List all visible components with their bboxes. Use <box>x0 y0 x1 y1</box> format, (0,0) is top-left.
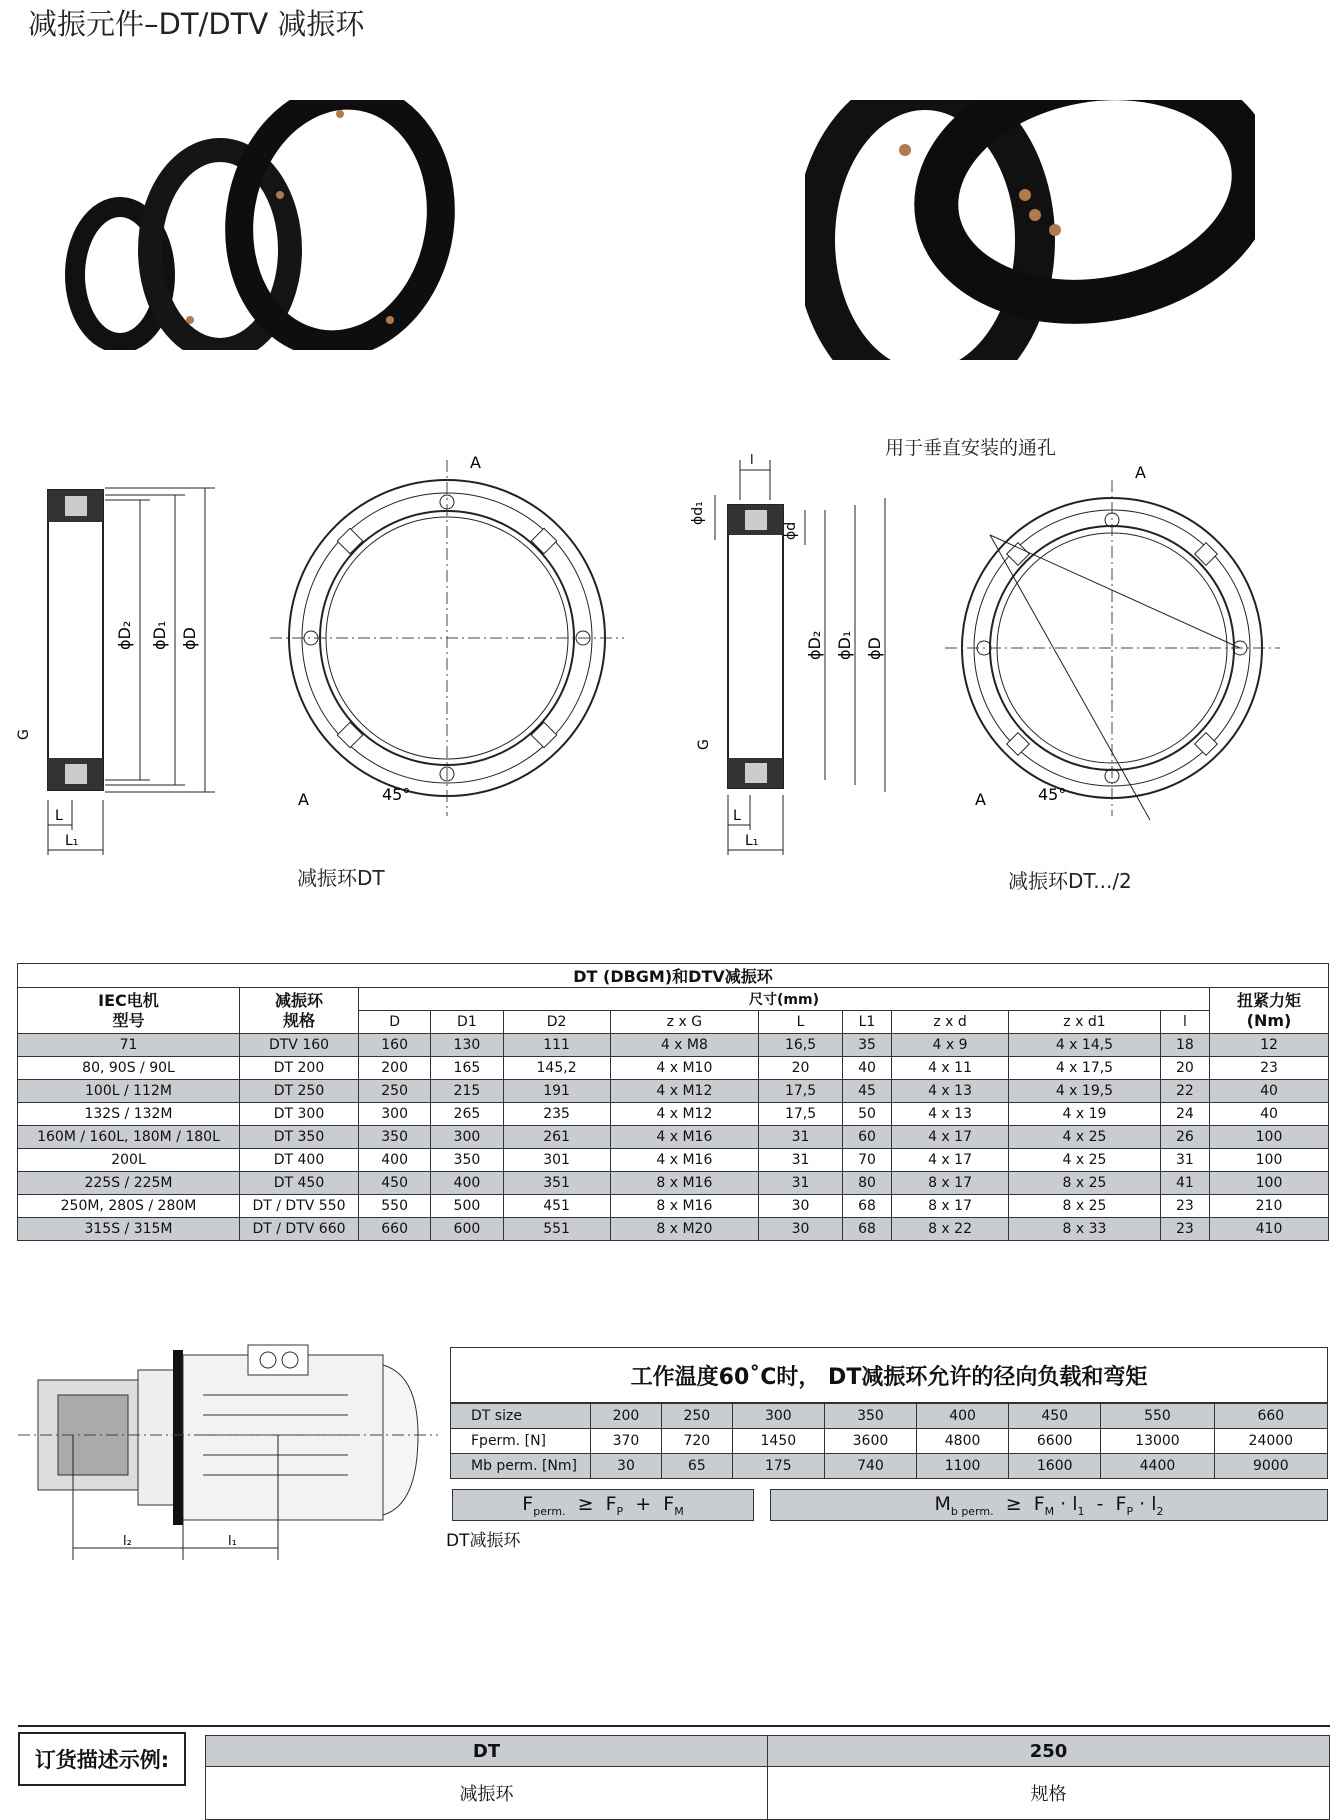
table-cell: 235 <box>503 1103 610 1126</box>
table-cell: 160M / 160L, 180M / 180L <box>18 1126 240 1149</box>
table-cell: 8 x 17 <box>892 1195 1009 1218</box>
table-cell: 12 <box>1210 1034 1329 1057</box>
dim-col-header: L1 <box>842 1011 891 1034</box>
label-D2-b: ϕD₂ <box>805 630 824 660</box>
spec-table-title: DT (DBGM)和DTV减振环 <box>18 964 1329 988</box>
table-cell: 70 <box>842 1149 891 1172</box>
table-cell: 4 x 9 <box>892 1034 1009 1057</box>
table-cell: 40 <box>842 1057 891 1080</box>
table-cell: 301 <box>503 1149 610 1172</box>
label-L: L <box>55 808 63 824</box>
table-cell: 350 <box>431 1149 503 1172</box>
table-cell: 551 <box>503 1218 610 1241</box>
order-col1-value: DT <box>206 1736 768 1767</box>
table-cell: DT / DTV 550 <box>240 1195 359 1218</box>
label-d: ϕd <box>783 521 799 540</box>
dim-col-header: L <box>759 1011 843 1034</box>
table-cell: 40 <box>1210 1080 1329 1103</box>
table-cell: 4 x M16 <box>610 1126 759 1149</box>
table-cell: 400 <box>359 1149 431 1172</box>
table-cell: 4 x M10 <box>610 1057 759 1080</box>
table-row <box>18 1172 1329 1195</box>
table-cell: 8 x 17 <box>892 1172 1009 1195</box>
load-row <box>451 1429 1328 1454</box>
load-row <box>451 1404 1328 1429</box>
dim-col-header: z x d <box>892 1011 1009 1034</box>
load-cell: 24000 <box>1214 1429 1327 1454</box>
table-cell: 23 <box>1210 1057 1329 1080</box>
table-cell: 68 <box>842 1195 891 1218</box>
col-ring-line2: 规格 <box>282 1010 315 1030</box>
table-cell: 31 <box>759 1126 843 1149</box>
load-cell: 720 <box>661 1429 732 1454</box>
table-cell: 165 <box>431 1057 503 1080</box>
load-row-label: Fperm. [N] <box>451 1429 591 1454</box>
label-G: G <box>16 729 32 740</box>
table-cell: 80 <box>842 1172 891 1195</box>
label-d1: ϕd₁ <box>690 501 706 525</box>
dim-col-header: D <box>359 1011 431 1034</box>
table-cell: 111 <box>503 1034 610 1057</box>
table-cell: 100 <box>1210 1172 1329 1195</box>
drawing-dt2 <box>670 440 1320 860</box>
col-torque-line1: 扭紧力矩 <box>1236 990 1301 1010</box>
table-cell: 71 <box>18 1034 240 1057</box>
rings-photo-left <box>40 100 470 350</box>
table-cell: 100 <box>1210 1126 1329 1149</box>
table-cell: 300 <box>431 1126 503 1149</box>
table-cell: 31 <box>759 1172 843 1195</box>
table-cell: 160 <box>359 1034 431 1057</box>
table-cell: 250 <box>359 1080 431 1103</box>
table-cell: DT 400 <box>240 1149 359 1172</box>
order-divider <box>18 1725 1330 1727</box>
label-D1: ϕD₁ <box>150 620 169 650</box>
table-cell: 41 <box>1160 1172 1209 1195</box>
col-ring <box>240 988 359 1034</box>
table-cell: 350 <box>359 1126 431 1149</box>
table-cell: 8 x M16 <box>610 1195 759 1218</box>
formula-moment: $M_{b perm.} \ge F_M \cdot l_1 - F_P \cdot l_2$ <box>770 1489 1328 1521</box>
table-cell: 132S / 132M <box>18 1103 240 1126</box>
table-row <box>18 1218 1329 1241</box>
table-cell: 4 x M16 <box>610 1149 759 1172</box>
table-cell: 4 x 14,5 <box>1009 1034 1161 1057</box>
table-cell: 4 x 25 <box>1009 1149 1161 1172</box>
col-iec <box>18 988 240 1034</box>
table-cell: 16,5 <box>759 1034 843 1057</box>
table-cell: 410 <box>1210 1218 1329 1241</box>
table-cell: 68 <box>842 1218 891 1241</box>
table-cell: DT 250 <box>240 1080 359 1103</box>
table-cell: 17,5 <box>759 1103 843 1126</box>
order-col2-value: 250 <box>768 1736 1330 1767</box>
table-cell: DTV 160 <box>240 1034 359 1057</box>
table-cell: 250M, 280S / 280M <box>18 1195 240 1218</box>
load-row <box>451 1454 1328 1479</box>
table-cell: 35 <box>842 1034 891 1057</box>
table-cell: 60 <box>842 1126 891 1149</box>
label-D2: ϕD₂ <box>115 620 134 650</box>
table-cell: 4 x 25 <box>1009 1126 1161 1149</box>
table-row <box>18 1080 1329 1103</box>
dim-col-header: D1 <box>431 1011 503 1034</box>
table-cell: 20 <box>1160 1057 1209 1080</box>
table-row <box>18 1057 1329 1080</box>
table-cell: 4 x 17 <box>892 1149 1009 1172</box>
table-cell: 31 <box>759 1149 843 1172</box>
table-cell: 30 <box>759 1195 843 1218</box>
col-ring-line1: 减振环 <box>274 990 323 1010</box>
table-cell: 4 x 19,5 <box>1009 1080 1161 1103</box>
load-cell: 370 <box>591 1429 662 1454</box>
load-cell: 4800 <box>917 1429 1009 1454</box>
load-table <box>450 1403 1328 1479</box>
load-row-label: Mb perm. [Nm] <box>451 1454 591 1479</box>
label-l: l <box>750 453 754 468</box>
table-cell: 23 <box>1160 1218 1209 1241</box>
load-cell: 1600 <box>1009 1454 1101 1479</box>
table-cell: 4 x M12 <box>610 1080 759 1103</box>
table-cell: 215 <box>431 1080 503 1103</box>
table-cell: 315S / 315M <box>18 1218 240 1241</box>
motor-pump-drawing <box>18 1335 438 1565</box>
label-angle: 45° <box>382 785 411 804</box>
table-cell: DT 200 <box>240 1057 359 1080</box>
load-cell: 175 <box>732 1454 824 1479</box>
table-cell: 45 <box>842 1080 891 1103</box>
table-cell: 450 <box>359 1172 431 1195</box>
label-L1: L₁ <box>65 833 79 849</box>
table-cell: 500 <box>431 1195 503 1218</box>
order-col1-desc: 减振环 <box>206 1767 768 1820</box>
table-row <box>18 1126 1329 1149</box>
label-l2: l₂ <box>123 1534 132 1549</box>
label-D1-b: ϕD₁ <box>835 630 854 660</box>
table-cell: 4 x 17,5 <box>1009 1057 1161 1080</box>
table-cell: 130 <box>431 1034 503 1057</box>
ring-photo-right <box>805 100 1255 360</box>
load-section <box>450 1347 1328 1479</box>
table-cell: 265 <box>431 1103 503 1126</box>
table-cell: 200 <box>359 1057 431 1080</box>
table-cell: 50 <box>842 1103 891 1126</box>
spec-table <box>17 963 1329 1241</box>
label-L-b: L <box>733 808 741 824</box>
right-note: 用于垂直安装的通孔 <box>885 437 1057 459</box>
table-cell: DT / DTV 660 <box>240 1218 359 1241</box>
table-cell: 8 x M16 <box>610 1172 759 1195</box>
label-A-top-b: A <box>1135 463 1146 482</box>
table-cell: 20 <box>759 1057 843 1080</box>
label-L1-b: L₁ <box>745 833 759 849</box>
table-row <box>18 1195 1329 1218</box>
label-angle-b: 45° <box>1038 785 1067 804</box>
table-cell: DT 450 <box>240 1172 359 1195</box>
load-cell: 4400 <box>1101 1454 1214 1479</box>
load-caption: DT减振环 <box>446 1531 521 1551</box>
load-cell: 3600 <box>824 1429 916 1454</box>
left-caption: 减振环DT <box>297 866 385 890</box>
table-row <box>18 1149 1329 1172</box>
formula-force: $F_{perm.} \ge F_P + F_M$ <box>452 1489 754 1521</box>
order-col2-desc: 规格 <box>768 1767 1330 1820</box>
table-cell: 8 x 33 <box>1009 1218 1161 1241</box>
label-G-b: G <box>696 739 712 750</box>
table-cell: 225S / 225M <box>18 1172 240 1195</box>
load-cell: 6600 <box>1009 1429 1101 1454</box>
table-cell: 600 <box>431 1218 503 1241</box>
table-cell: 22 <box>1160 1080 1209 1103</box>
table-cell: 80, 90S / 90L <box>18 1057 240 1080</box>
load-cell: 250 <box>661 1404 732 1429</box>
table-cell: 261 <box>503 1126 610 1149</box>
table-cell: 660 <box>359 1218 431 1241</box>
label-D: ϕD <box>180 627 199 650</box>
table-cell: 550 <box>359 1195 431 1218</box>
col-iec-line1: IEC电机 <box>98 990 159 1010</box>
table-cell: 23 <box>1160 1195 1209 1218</box>
table-cell: 26 <box>1160 1126 1209 1149</box>
right-caption: 减振环DT.../2 <box>1008 869 1132 893</box>
dim-col-header: z x d1 <box>1009 1011 1161 1034</box>
load-cell: 300 <box>732 1404 824 1429</box>
load-cell: 200 <box>591 1404 662 1429</box>
table-cell: 8 x 22 <box>892 1218 1009 1241</box>
table-cell: 4 x 11 <box>892 1057 1009 1080</box>
table-cell: 4 x M12 <box>610 1103 759 1126</box>
load-cell: 450 <box>1009 1404 1101 1429</box>
load-cell: 30 <box>591 1454 662 1479</box>
table-cell: 17,5 <box>759 1080 843 1103</box>
load-cell: 65 <box>661 1454 732 1479</box>
load-cell: 350 <box>824 1404 916 1429</box>
table-cell: 351 <box>503 1172 610 1195</box>
col-iec-line2: 型号 <box>112 1010 145 1030</box>
order-table <box>205 1735 1330 1820</box>
label-A-bottom: A <box>298 790 309 809</box>
table-cell: 8 x 25 <box>1009 1172 1161 1195</box>
load-cell: 550 <box>1101 1404 1214 1429</box>
label-A-top: A <box>470 453 481 472</box>
table-cell: 31 <box>1160 1149 1209 1172</box>
table-row <box>18 1034 1329 1057</box>
table-cell: 24 <box>1160 1103 1209 1126</box>
table-cell: 300 <box>359 1103 431 1126</box>
table-cell: 8 x 25 <box>1009 1195 1161 1218</box>
table-cell: 4 x 13 <box>892 1103 1009 1126</box>
col-torque-line2: (Nm) <box>1246 1010 1292 1030</box>
load-table-title: 工作温度60˚C时， DT减振环允许的径向负载和弯矩 <box>450 1347 1328 1403</box>
load-cell: 9000 <box>1214 1454 1327 1479</box>
label-A-bottom-b: A <box>975 790 986 809</box>
order-label: 订货描述示例: <box>18 1732 186 1786</box>
drawing-dt <box>10 440 650 860</box>
load-cell: 1450 <box>732 1429 824 1454</box>
dim-col-header: l <box>1160 1011 1209 1034</box>
table-cell: 4 x 19 <box>1009 1103 1161 1126</box>
load-cell: 400 <box>917 1404 1009 1429</box>
table-cell: 4 x 13 <box>892 1080 1009 1103</box>
page-title: 减振元件–DT/DTV 减振环 <box>28 7 365 41</box>
table-cell: DT 350 <box>240 1126 359 1149</box>
table-cell: 40 <box>1210 1103 1329 1126</box>
load-cell: 13000 <box>1101 1429 1214 1454</box>
table-cell: 200L <box>18 1149 240 1172</box>
load-cell: 660 <box>1214 1404 1327 1429</box>
load-cell: 740 <box>824 1454 916 1479</box>
table-cell: 145,2 <box>503 1057 610 1080</box>
label-l1: l₁ <box>228 1534 237 1549</box>
dims-header: 尺寸(mm) <box>359 988 1210 1011</box>
table-cell: 4 x M8 <box>610 1034 759 1057</box>
table-cell: 451 <box>503 1195 610 1218</box>
dim-col-header: z x G <box>610 1011 759 1034</box>
dim-col-header: D2 <box>503 1011 610 1034</box>
col-torque <box>1210 988 1329 1034</box>
table-cell: 100 <box>1210 1149 1329 1172</box>
load-row-label: DT size <box>451 1404 591 1429</box>
table-cell: 4 x 17 <box>892 1126 1009 1149</box>
table-cell: 100L / 112M <box>18 1080 240 1103</box>
table-cell: 18 <box>1160 1034 1209 1057</box>
label-D-b: ϕD <box>865 637 884 660</box>
table-cell: 191 <box>503 1080 610 1103</box>
load-cell: 1100 <box>917 1454 1009 1479</box>
table-cell: 8 x M20 <box>610 1218 759 1241</box>
table-cell: 400 <box>431 1172 503 1195</box>
table-cell: 30 <box>759 1218 843 1241</box>
table-cell: 210 <box>1210 1195 1329 1218</box>
table-cell: DT 300 <box>240 1103 359 1126</box>
table-row <box>18 1103 1329 1126</box>
